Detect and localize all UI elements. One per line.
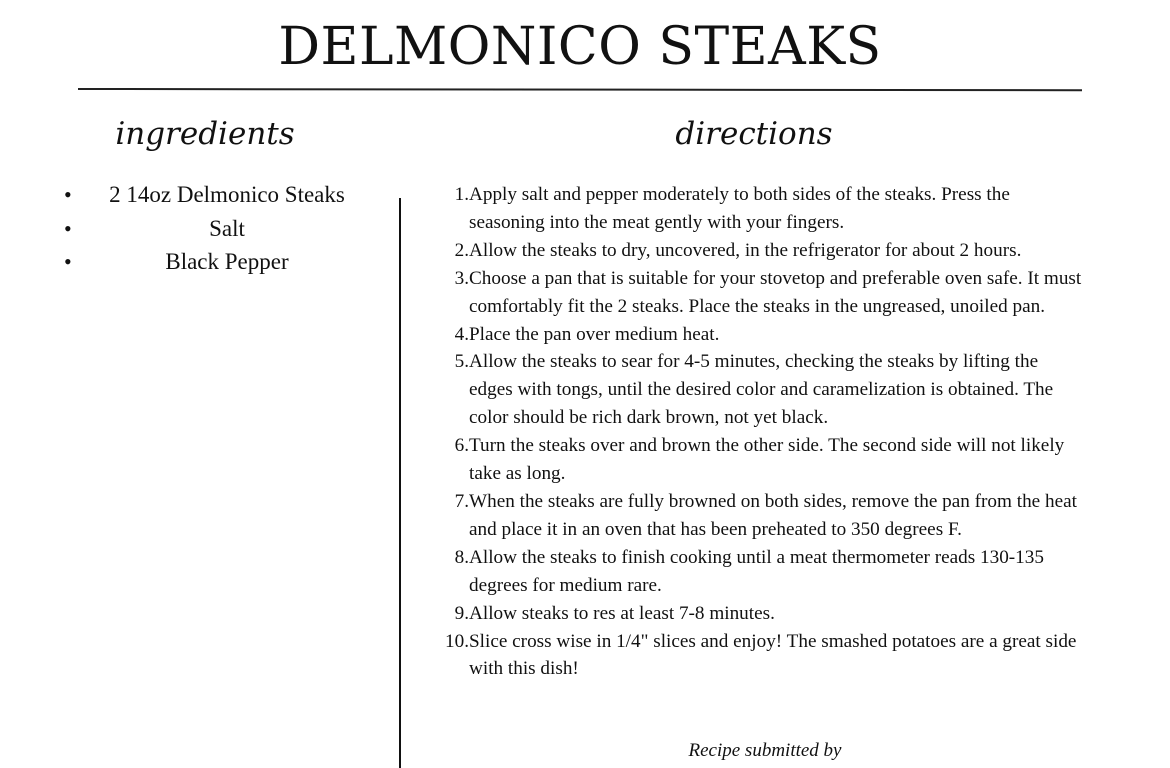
directions-heading: directions xyxy=(675,116,833,152)
direction-step xyxy=(434,432,1084,488)
step-number: 4. xyxy=(454,323,469,345)
directions-list xyxy=(434,181,1084,683)
step-number: 10. xyxy=(445,630,469,652)
step-number: 5. xyxy=(454,351,469,373)
ingredient-text: Salt xyxy=(209,215,245,241)
bullet-icon: • xyxy=(64,182,72,207)
step-text: Choose a pan that is suitable for your stovetop and preferable oven safe. It must comfortably fit the 2 steaks. Place the steaks in the ungreased, unoiled pan. xyxy=(469,267,1082,317)
ingredient-item xyxy=(60,178,370,212)
ingredients-heading: ingredients xyxy=(115,116,295,152)
ingredient-item xyxy=(60,212,370,246)
recipe-title: DELMONICO STEAKS xyxy=(278,17,882,77)
step-text: Slice cross wise in 1/4" slices and enjoy! The smashed potatoes are a great side with this dish! xyxy=(469,630,1077,680)
step-number: 3. xyxy=(454,267,469,289)
step-number: 8. xyxy=(454,546,469,568)
ingredients-list xyxy=(60,178,370,279)
step-text: Allow the steaks to sear for 4-5 minutes, checking the steaks by lifting the edges with tongs, until the desired color and caramelization is obtained. The color should be rich dark brown, not yet black. xyxy=(469,351,1054,429)
recipe-credit: Recipe submitted by xyxy=(688,740,842,761)
direction-step xyxy=(434,265,1084,321)
step-text: Apply salt and pepper moderately to both sides of the steaks. Press the seasoning into the meat gently with your fingers. xyxy=(469,184,1010,233)
step-number: 1. xyxy=(454,184,469,205)
step-number: 9. xyxy=(454,602,469,624)
direction-step xyxy=(434,181,1084,237)
step-number: 7. xyxy=(454,490,469,512)
step-number: 2. xyxy=(454,239,469,261)
title-divider xyxy=(78,88,1082,91)
direction-step xyxy=(434,321,1084,349)
ingredient-text: 2 14oz Delmonico Steaks xyxy=(109,182,345,207)
step-text: Allow steaks to res at least 7-8 minutes. xyxy=(469,602,775,624)
ingredient-item xyxy=(60,245,370,279)
bullet-icon: • xyxy=(64,215,72,241)
step-text: Allow the steaks to dry, uncovered, in the refrigerator for about 2 hours. xyxy=(469,239,1022,261)
ingredient-text: Black Pepper xyxy=(165,249,289,274)
step-text: Place the pan over medium heat. xyxy=(469,323,720,345)
step-text: Allow the steaks to finish cooking until a meat thermometer reads 130-135 degrees for medium rare. xyxy=(469,546,1044,596)
direction-step xyxy=(434,348,1084,432)
column-divider xyxy=(399,198,401,768)
direction-step xyxy=(434,628,1084,684)
step-number: 6. xyxy=(454,435,469,457)
direction-step xyxy=(434,488,1084,544)
direction-step xyxy=(434,600,1084,628)
direction-step xyxy=(434,544,1084,600)
bullet-icon: • xyxy=(64,249,72,274)
direction-step xyxy=(434,237,1084,265)
step-text: When the steaks are fully browned on both sides, remove the pan from the heat and place it in an oven that has been preheated to 350 degrees F. xyxy=(469,490,1077,540)
step-text: Turn the steaks over and brown the other side. The second side will not likely take as long. xyxy=(469,435,1065,485)
